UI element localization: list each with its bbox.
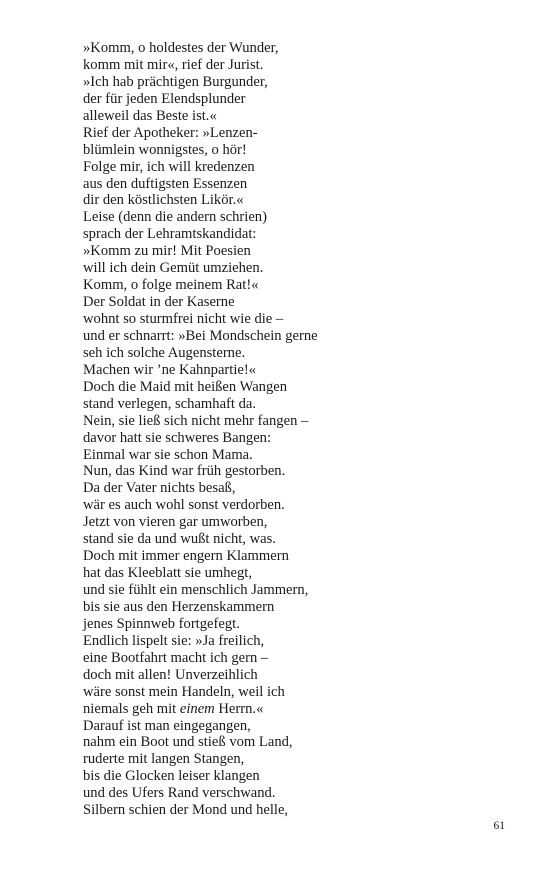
line-segment: dir den köstlichsten Likör.«	[83, 192, 244, 209]
poem-line	[83, 633, 523, 650]
line-segment: Doch die Maid mit heißen Wangen	[83, 378, 288, 395]
line-segment: hat das Kleeblatt sie umhegt,	[83, 565, 252, 582]
line-segment: »Komm, o holdestes der Wunder,	[83, 40, 279, 56]
poem-line	[83, 497, 523, 514]
line-segment: und des Ufers Rand verschwand.	[83, 785, 276, 802]
poem-line	[83, 514, 523, 531]
page-number: 61	[493, 820, 505, 832]
line-segment: Silbern schien der Mond und helle,	[83, 802, 289, 819]
line-segment: »Ich hab prächtigen Burgunder,	[83, 73, 268, 90]
poem-line	[83, 311, 523, 328]
poem-line	[83, 667, 523, 684]
line-segment: seh ich solche Augensterne.	[83, 344, 246, 361]
poem-line	[83, 616, 523, 633]
poem-line	[83, 447, 523, 464]
line-segment: Leise (denn die andern schrien)	[83, 209, 267, 226]
poem-line	[83, 701, 523, 718]
line-segment: eine Bootfahrt macht ich gern –	[83, 649, 269, 666]
poem-text	[83, 40, 523, 819]
poem-line	[83, 751, 523, 768]
line-segment: Machen wir ’ne Kahnpartie!«	[83, 361, 257, 378]
line-segment: Rief der Apotheker: »Lenzen-	[83, 124, 258, 141]
line-segment: bis die Glocken leiser klangen	[83, 768, 260, 785]
poem-line	[83, 176, 523, 193]
line-segment: komm mit mir«, rief der Jurist.	[83, 56, 264, 73]
poem-line	[83, 396, 523, 413]
poem-line	[83, 582, 523, 599]
poem-line	[83, 40, 523, 57]
poem-line	[83, 91, 523, 108]
line-segment: wäre sonst mein Handeln, weil ich	[83, 683, 285, 700]
line-segment: der für jeden Elendsplunder	[83, 90, 246, 107]
line-segment: Darauf ist man eingegangen,	[83, 717, 251, 734]
poem-line	[83, 125, 523, 142]
emphasized-word: einem	[179, 700, 215, 717]
poem-line	[83, 430, 523, 447]
poem-line	[83, 548, 523, 565]
poem-line	[83, 650, 523, 667]
poem-line	[83, 565, 523, 582]
line-segment: Nun, das Kind war früh gestorben.	[83, 463, 286, 480]
poem-line	[83, 142, 523, 159]
line-segment: jenes Spinnweb fortgefegt.	[83, 615, 240, 632]
poem-line	[83, 599, 523, 616]
poem-line	[83, 379, 523, 396]
poem-line	[83, 226, 523, 243]
poem-line	[83, 260, 523, 277]
line-segment: will ich dein Gemüt umziehen.	[83, 260, 264, 277]
line-segment: wohnt so sturmfrei nicht wie die –	[83, 311, 284, 327]
line-segment: wär es auch wohl sonst verdorben.	[83, 497, 285, 514]
poem-line	[83, 785, 523, 802]
poem-line	[83, 243, 523, 260]
line-segment: Einmal war sie schon Mama.	[83, 446, 253, 463]
line-segment: ruderte mit langen Stangen,	[83, 751, 245, 768]
line-segment: sprach der Lehramtskandidat:	[83, 226, 257, 243]
line-segment: blümlein wonnigstes, o hör!	[83, 141, 247, 158]
poem-line	[83, 345, 523, 362]
poem-line	[83, 684, 523, 701]
poem-line	[83, 57, 523, 74]
poem-line	[83, 294, 523, 311]
poem-line	[83, 768, 523, 785]
line-segment: nahm ein Boot und stieß vom Land,	[83, 734, 293, 751]
poem-line	[83, 802, 523, 819]
poem-line	[83, 159, 523, 176]
poem-line	[83, 362, 523, 379]
poem-line	[83, 192, 523, 209]
line-segment: und er schnarrt: »Bei Mondschein gerne	[83, 327, 318, 344]
line-segment: Nein, sie ließ sich nicht mehr fangen –	[83, 412, 309, 429]
line-segment: und sie fühlt ein menschlich Jammern,	[83, 582, 309, 598]
line-segment: niemals geh mit	[83, 700, 180, 717]
line-segment: stand verlegen, schamhaft da.	[83, 395, 257, 412]
line-segment: aus den duftigsten Essenzen	[83, 175, 248, 192]
poem-line	[83, 531, 523, 548]
poem-line	[83, 328, 523, 345]
line-segment: Da der Vater nichts besaß,	[83, 480, 236, 497]
line-segment: Folge mir, ich will kredenzen	[83, 158, 255, 175]
poem-line	[83, 74, 523, 91]
line-segment: davor hatt sie schweres Bangen:	[83, 429, 272, 446]
line-segment: Jetzt von vieren gar umworben,	[83, 514, 268, 531]
line-segment: doch mit allen! Unverzeihlich	[83, 666, 258, 683]
line-segment: stand sie da und wußt nicht, was.	[83, 531, 276, 548]
line-segment: Herrn.«	[214, 700, 264, 717]
poem-line	[83, 480, 523, 497]
poem-line	[83, 277, 523, 294]
poem-line	[83, 734, 523, 751]
line-segment: Endlich lispelt sie: »Ja freilich,	[83, 632, 265, 649]
line-segment: Komm, o folge meinem Rat!«	[83, 277, 259, 294]
poem-line	[83, 209, 523, 226]
line-segment: Der Soldat in der Kaserne	[83, 294, 235, 311]
line-segment: »Komm zu mir! Mit Poesien	[83, 243, 251, 260]
poem-line	[83, 413, 523, 430]
poem-line	[83, 463, 523, 480]
poem-line	[83, 718, 523, 735]
line-segment: Doch mit immer engern Klammern	[83, 548, 289, 565]
line-segment: bis sie aus den Herzenskammern	[83, 598, 275, 615]
line-segment: alleweil das Beste ist.«	[83, 107, 217, 124]
poem-line	[83, 108, 523, 125]
